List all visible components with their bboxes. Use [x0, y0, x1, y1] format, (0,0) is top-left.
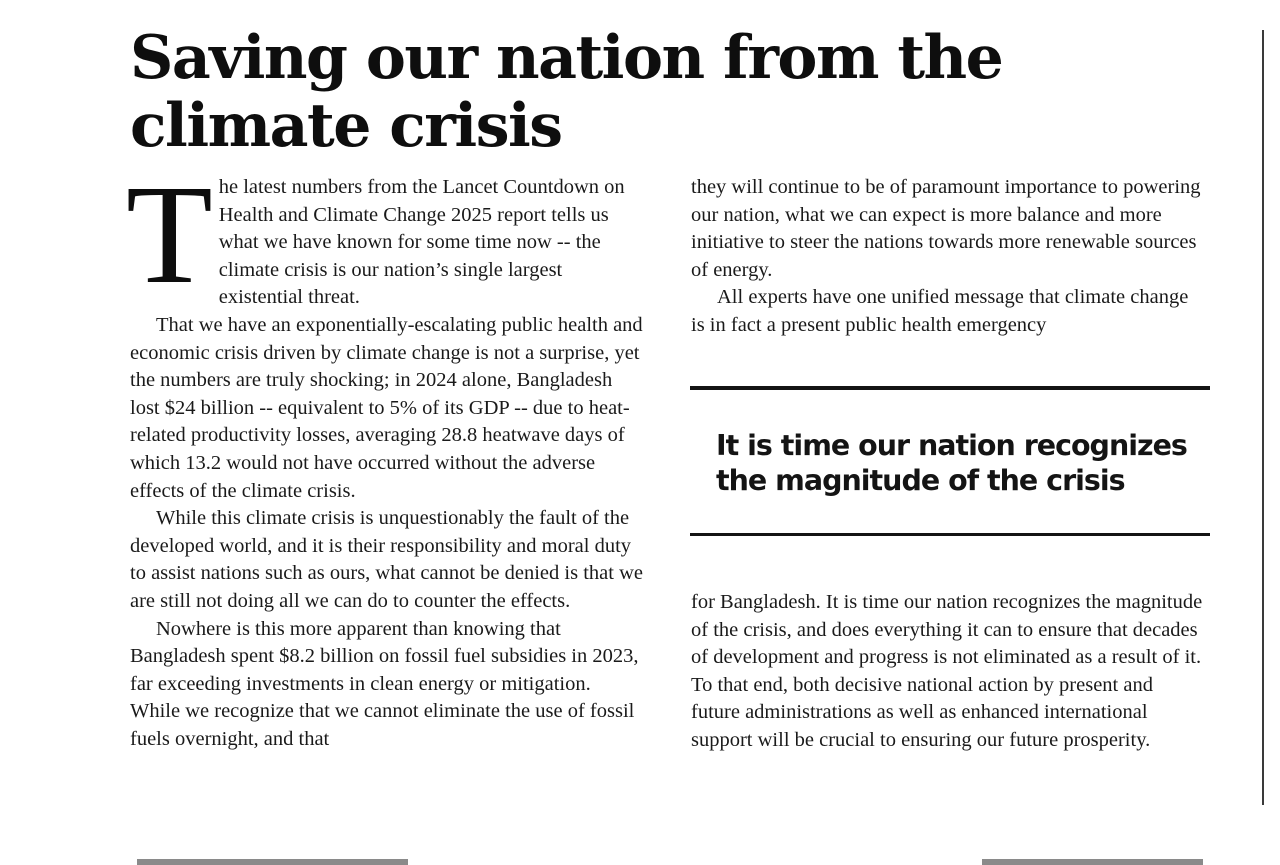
paragraph: they will continue to be of paramount importance to powering our nation, what we can expect is more balance and more initiative to steer the nations towards more renewable sources of energy. [691, 176, 1201, 281]
pull-quote [690, 386, 1210, 536]
headline: Saving our nation from the climate crisis [130, 23, 1003, 161]
paragraph [126, 155, 645, 313]
paragraph: for Bangladesh. It is time our nation recognizes the magnitude of the crisis, and does everything it can to ensure that decades of development and progress is not eliminated as a result of it. To that end, both decisive national action by present and future administrations as well as enhanced international support will be crucial to ensuring our future prosperity. [691, 591, 1203, 751]
paragraph: That we have an exponentially-escalating public health and economic crisis driven by climate change is not a surprise, yet the numbers are truly shocking; in 2024 alone, Bangladesh lost $24 billion -- equivalent to 5% of its GDP -- due to heat-related productivity losses, averaging 28.8 heatwave days of which 13.2 would not have occurred without the adverse effects of the climate crisis. [130, 313, 643, 502]
article-column-left [126, 155, 645, 753]
paragraph-text: he latest numbers from the Lancet Countdown on Health and Climate Change 2025 report tells us what we have known for some time now -- the climate crisis is our nation’s single largest existential threat. [218, 176, 625, 309]
paragraph: While this climate crisis is unquestionably the fault of the developed world, and it is their responsibility and moral duty to assist nations such as ours, what cannot be denied is that we are still not doing all we can do to counter the effects. [130, 507, 643, 612]
article-column-right-bottom [691, 589, 1206, 755]
drop-cap: T [126, 155, 213, 313]
column-edge-rule [1262, 30, 1264, 805]
footer-bar-left [137, 859, 408, 865]
article-column-right-top [691, 174, 1206, 340]
paragraph: All experts have one unified message that climate change is in fact a present public health emergency [691, 286, 1189, 336]
footer-bar-right [982, 859, 1203, 865]
pull-quote-text: It is time our nation recognizes the magnitude of the crisis [716, 429, 1187, 497]
paragraph: Nowhere is this more apparent than knowing that Bangladesh spent $8.2 billion on fossil fuel subsidies in 2023, far exceeding investments in clean energy or mitigation. While we recognize that we cannot eliminate the use of fossil fuels overnight, and that [130, 617, 639, 750]
